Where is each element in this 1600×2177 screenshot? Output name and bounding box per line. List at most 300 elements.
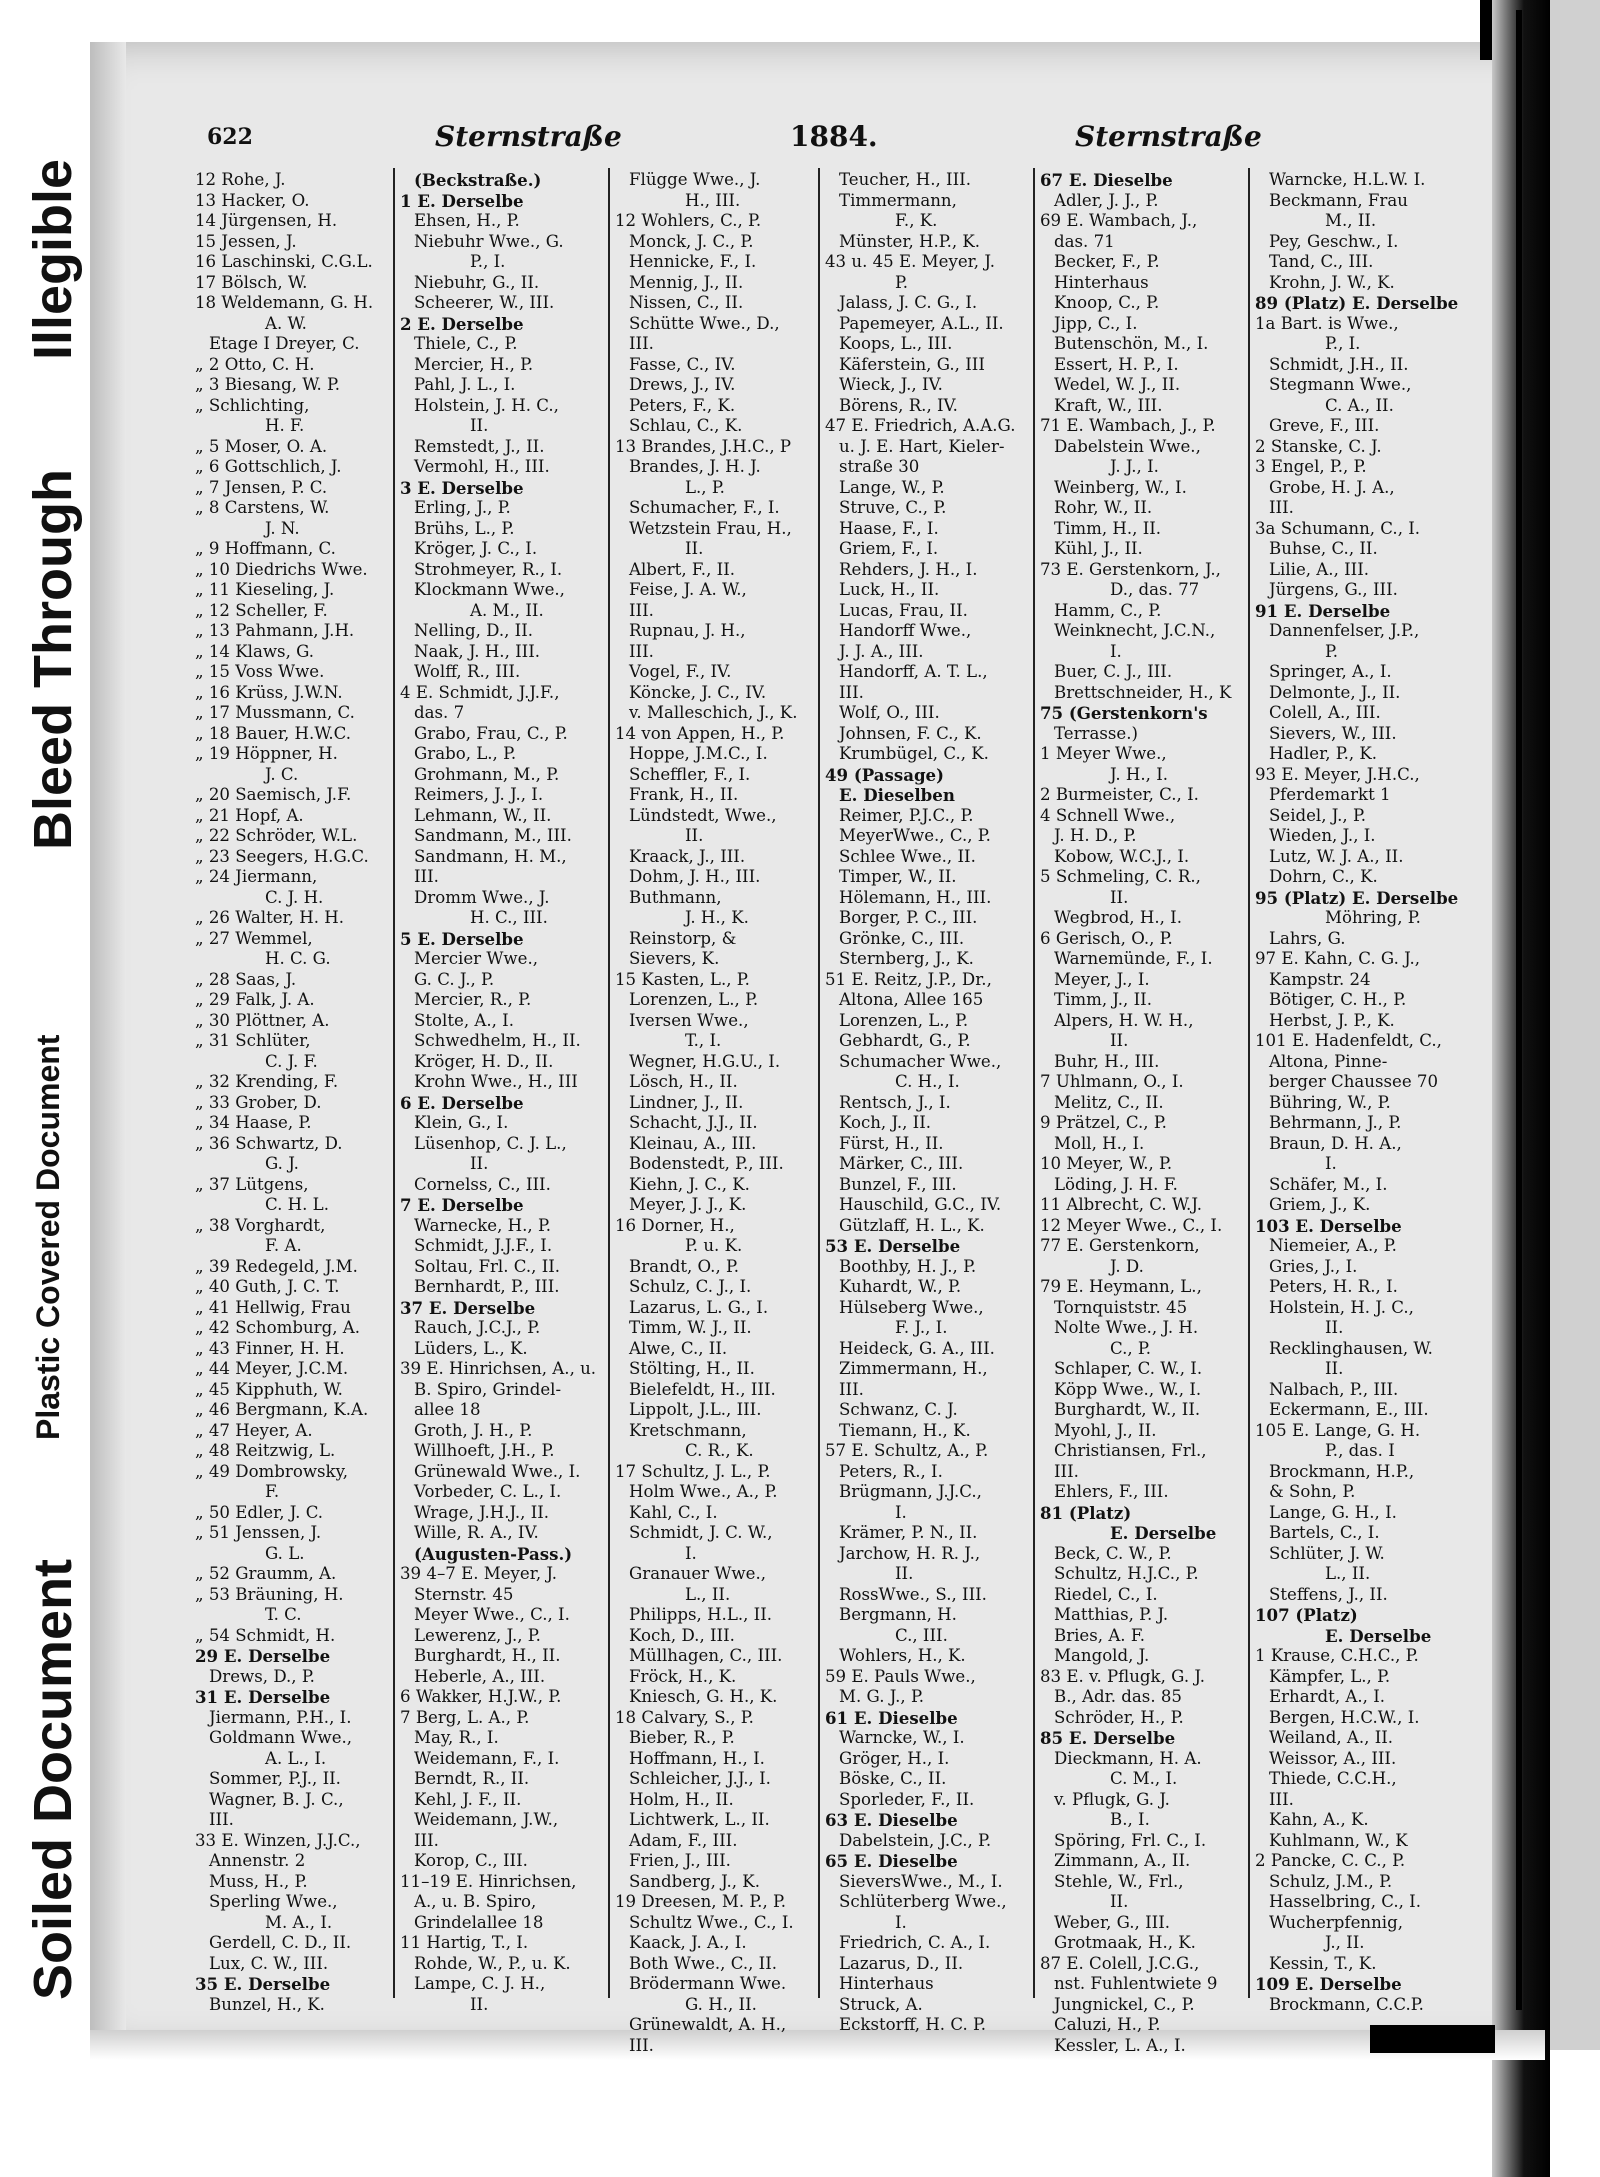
directory-entry: M. G. J., P. xyxy=(839,1687,925,1706)
directory-entry: 97 E. Kahn, C. G. J., xyxy=(1255,949,1421,968)
directory-entry: Brandt, O., P. xyxy=(629,1256,740,1276)
directory-entry: Strohmeyer, R., I. xyxy=(414,559,563,579)
directory-entry: Sternberg, J., K. xyxy=(839,949,974,968)
directory-entry: Kraft, W., III. xyxy=(1054,395,1163,415)
directory-entry: Wedel, W. J., II. xyxy=(1054,375,1181,394)
directory-entry: 33 E. Winzen, J.J.C., xyxy=(195,1830,361,1850)
directory-entry: 95 (Platz) E. Derselbe xyxy=(1255,887,1459,908)
directory-entry: Köncke, J. C., IV. xyxy=(629,682,767,702)
directory-entry: Klockmann Wwe., xyxy=(414,580,565,599)
directory-entry: Sandmann, H. M., xyxy=(414,846,567,866)
directory-entry: C. H., I. xyxy=(895,1072,960,1091)
directory-entry: „ 47 Heyer, A. xyxy=(195,1420,313,1440)
directory-entry: Buhr, H., III. xyxy=(1054,1051,1160,1071)
directory-entry: „ 24 Jiermann, xyxy=(195,867,318,886)
directory-entry: Schlau, C., K. xyxy=(629,416,743,435)
directory-entry: berger Chaussee 70 xyxy=(1269,1072,1439,1091)
directory-entry: „ 20 Saemisch, J.F. xyxy=(195,785,352,804)
directory-entry: I. xyxy=(685,1543,697,1563)
directory-entry: Greve, F., III. xyxy=(1269,416,1380,435)
directory-entry: III. xyxy=(629,641,654,661)
directory-entry: SieversWwe., M., I. xyxy=(839,1871,1003,1891)
directory-entry: 49 (Passage) xyxy=(825,764,944,785)
directory-entry: P., das. I xyxy=(1325,1441,1395,1460)
directory-entry: 105 E. Lange, G. H. xyxy=(1255,1420,1421,1440)
directory-entry: Willhoeft, J.H., P. xyxy=(414,1441,555,1460)
directory-entry: Behrmann, J., P. xyxy=(1269,1113,1402,1132)
directory-entry: 69 E. Wambach, J., xyxy=(1040,211,1198,230)
directory-entry: Timm, W. J., II. xyxy=(629,1318,752,1337)
directory-entry: A. M., II. xyxy=(470,600,544,620)
directory-entry: Jipp, C., I. xyxy=(1054,313,1138,333)
directory-entry: III. xyxy=(414,1830,439,1850)
directory-entry: „ 13 Pahmann, J.H. xyxy=(195,621,355,640)
directory-entry: Lucas, Frau, II. xyxy=(839,600,968,620)
directory-entry: 5 Schmeling, C. R., xyxy=(1040,867,1201,886)
directory-entry: 15 Jessen, J. xyxy=(195,231,297,251)
directory-entry: Pferdemarkt 1 xyxy=(1269,785,1391,804)
directory-entry: Weinknecht, J.C.N., xyxy=(1054,621,1216,640)
directory-entry: 3a Schumann, C., I. xyxy=(1255,518,1421,538)
directory-entry: Mercier Wwe., xyxy=(414,949,538,968)
directory-entry: Kahn, A., K. xyxy=(1269,1810,1369,1829)
directory-entry: Peters, R., I. xyxy=(839,1461,943,1481)
directory-entry: „ Schlichting, xyxy=(195,395,310,415)
directory-entry: 1a Bart. is Wwe., xyxy=(1255,313,1399,333)
directory-entry: „ 6 Gottschlich, J. xyxy=(195,457,342,476)
directory-entry: Niebuhr, G., II. xyxy=(414,272,540,292)
directory-entry: Kämpfer, L., P. xyxy=(1269,1666,1391,1686)
directory-entry: Kuhlmann, W., K xyxy=(1269,1830,1408,1850)
directory-entry: 9 Prätzel, C., P. xyxy=(1040,1113,1167,1132)
directory-entry: Wucherpfennig, xyxy=(1269,1912,1403,1932)
directory-entry: Lux, C. W., III. xyxy=(209,1953,329,1973)
directory-entry: Bunzel, H., K. xyxy=(209,1994,325,2014)
directory-entry: 12 Wohlers, C., P. xyxy=(615,211,762,230)
directory-entry: 67 E. Dieselbe xyxy=(1040,170,1173,190)
directory-entry: H. C., III. xyxy=(470,908,548,927)
directory-entry: 39 E. Hinrichsen, A., u. xyxy=(400,1359,597,1378)
directory-entry: Struve, C., P. xyxy=(839,498,947,517)
directory-entry: C., P. xyxy=(1110,1338,1152,1358)
bleed-through-label: Bleed Through xyxy=(23,469,83,850)
directory-entry: Niemeier, A., P. xyxy=(1269,1236,1397,1255)
directory-entry: Mennig, J., II. xyxy=(629,272,744,292)
directory-entry: Pahl, J. L., I. xyxy=(414,375,516,394)
directory-entry: Adler, J. J., P. xyxy=(1054,190,1159,210)
directory-entry: Sievers, K. xyxy=(629,949,720,968)
directory-entry: Korop, C., III. xyxy=(414,1851,528,1870)
directory-entry: Soltau, Frl. C., II. xyxy=(414,1256,561,1276)
directory-entry: Kleinau, A., III. xyxy=(629,1133,757,1153)
directory-entry: Schlee Wwe., II. xyxy=(839,846,976,866)
directory-entry: Iversen Wwe., xyxy=(629,1010,749,1030)
directory-entry: G. C. J., P. xyxy=(414,969,495,989)
directory-entry: 12 Meyer Wwe., C., I. xyxy=(1040,1215,1223,1235)
directory-entry: L., II. xyxy=(1325,1564,1371,1583)
directory-entry: I. xyxy=(1110,641,1122,661)
directory-entry: Krämer, P. N., II. xyxy=(839,1523,978,1542)
directory-entry: Holm Wwe., A., P. xyxy=(629,1482,778,1501)
directory-entry: Teucher, H., III. xyxy=(839,170,971,189)
directory-entry: H. C. G. xyxy=(265,949,331,968)
directory-entry: Bötiger, C. H., P. xyxy=(1269,990,1407,1009)
directory-entry: Moll, H., I. xyxy=(1054,1133,1145,1153)
directory-entry: Vermohl, H., III. xyxy=(414,457,550,476)
directory-entry: Lorenzen, L., P. xyxy=(839,1010,969,1030)
directory-entry: I. xyxy=(895,1912,907,1932)
directory-entry: Sternstr. 45 xyxy=(414,1584,514,1604)
directory-entry: Kuhardt, W., P. xyxy=(839,1277,962,1296)
directory-entry: J. D. xyxy=(1110,1256,1144,1276)
directory-entry: 12 Rohe, J. xyxy=(195,170,286,189)
directory-column-4 xyxy=(825,170,1030,2034)
directory-entry: Hasselbring, C., I. xyxy=(1269,1892,1422,1911)
directory-entry: 2 E. Derselbe xyxy=(400,313,524,334)
directory-entry: Seidel, J., P. xyxy=(1269,805,1367,825)
directory-entry: F. A. xyxy=(265,1236,302,1255)
directory-entry: 43 u. 45 E. Meyer, J. xyxy=(825,252,995,271)
directory-entry: Sporleder, F., II. xyxy=(839,1789,975,1809)
directory-entry: II. xyxy=(685,539,704,558)
directory-entry: Alpers, H. W. H., xyxy=(1054,1010,1194,1030)
column-divider xyxy=(608,168,610,1998)
directory-entry: Dohm, J. H., III. xyxy=(629,867,761,886)
directory-entry: Stolte, A., I. xyxy=(414,1010,515,1030)
directory-entry: P. xyxy=(1325,641,1339,661)
directory-entry: Klein, G., I. xyxy=(414,1113,509,1132)
directory-entry: II. xyxy=(685,826,704,845)
directory-entry: I. xyxy=(1325,1154,1337,1173)
directory-entry: Zimmann, A., II. xyxy=(1054,1851,1191,1870)
directory-entry: „ 37 Lütgens, xyxy=(195,1174,309,1194)
directory-entry: Nolte Wwe., J. H. xyxy=(1054,1318,1199,1337)
directory-entry: C. M., I. xyxy=(1110,1769,1178,1788)
directory-entry: Wolff, R., III. xyxy=(414,662,521,681)
directory-entry: Warnemünde, F., I. xyxy=(1054,949,1213,968)
directory-entry: „ 9 Hoffmann, C. xyxy=(195,539,336,558)
directory-entry: Altona, Allee 165 xyxy=(839,990,984,1009)
directory-entry: II. xyxy=(1110,887,1129,907)
directory-entry: Naak, J. H., III. xyxy=(414,641,541,661)
directory-entry: Drews, J., IV. xyxy=(629,375,736,394)
directory-entry: Buhse, C., II. xyxy=(1269,539,1378,558)
directory-entry: F. J., I. xyxy=(895,1318,948,1337)
directory-entry: Grotmaak, H., K. xyxy=(1054,1933,1196,1952)
directory-entry: Jürgens, G., III. xyxy=(1269,580,1398,599)
directory-entry: Scheffler, F., I. xyxy=(629,764,751,784)
directory-entry: T. C. xyxy=(265,1605,302,1624)
directory-entry: Fürst, H., II. xyxy=(839,1133,944,1153)
directory-entry: Schröder, H., P. xyxy=(1054,1707,1184,1727)
directory-entry: Lüders, L., K. xyxy=(414,1338,528,1358)
scan-label-sidebar xyxy=(0,0,90,2177)
directory-entry: Hoffmann, H., I. xyxy=(629,1748,765,1768)
directory-entry: das. 71 xyxy=(1054,231,1115,251)
directory-column-6 xyxy=(1255,170,1480,2014)
directory-entry: straße 30 xyxy=(839,457,920,476)
directory-entry: Knoop, C., P. xyxy=(1054,293,1160,312)
directory-entry: Hennicke, F., I. xyxy=(629,252,757,271)
directory-entry: C. A., II. xyxy=(1325,395,1394,415)
directory-entry: Etage I Dreyer, C. xyxy=(209,334,360,353)
directory-entry: Bries, A. F. xyxy=(1054,1625,1146,1645)
directory-entry: Handorff, A. T. L., xyxy=(839,662,988,681)
directory-entry: Feise, J. A. W., xyxy=(629,580,747,599)
directory-entry: Grobe, H. J. A., xyxy=(1269,477,1395,497)
directory-entry: „ 40 Guth, J. C. T. xyxy=(195,1277,340,1296)
directory-entry: Nelling, D., II. xyxy=(414,621,534,640)
directory-entry: „ 17 Mussmann, C. xyxy=(195,703,355,722)
directory-entry: Thiele, C., P. xyxy=(414,334,518,353)
directory-entry: Alwe, C., II. xyxy=(629,1338,728,1358)
directory-entry: Luck, H., II. xyxy=(839,580,940,599)
directory-entry: T., I. xyxy=(685,1031,722,1050)
directory-entry: „ 34 Haase, P. xyxy=(195,1113,312,1132)
directory-entry: Jarchow, H. R. J., xyxy=(839,1543,981,1563)
directory-entry: III. xyxy=(629,2035,654,2055)
directory-entry: Meyer, J., I. xyxy=(1054,969,1150,989)
directory-entry: 85 E. Derselbe xyxy=(1040,1728,1176,1748)
directory-entry: Beckmann, Frau xyxy=(1269,190,1408,210)
directory-entry: Dohrn, C., K. xyxy=(1269,867,1378,886)
directory-entry: 87 E. Colell, J.C.G., xyxy=(1040,1953,1200,1973)
soiled-document-label: Soiled Document xyxy=(23,1558,83,2000)
directory-entry: Adam, F., III. xyxy=(629,1830,738,1850)
directory-entry: Muss, H., P. xyxy=(209,1871,308,1891)
page-number: 622 xyxy=(207,124,253,150)
directory-entry: 31 E. Derselbe xyxy=(195,1687,331,1707)
directory-entry: Bergmann, H. xyxy=(839,1605,957,1624)
directory-entry: Stehle, W., Frl., xyxy=(1054,1871,1184,1891)
illegible-label: Illegible xyxy=(23,158,83,360)
directory-entry: 29 E. Derselbe xyxy=(195,1646,331,1666)
directory-entry: 14 von Appen, H., P. xyxy=(615,723,785,743)
directory-entry: Kessin, T., K. xyxy=(1269,1953,1377,1973)
directory-entry: Mercier, H., P. xyxy=(414,354,534,374)
directory-entry: Buer, C. J., III. xyxy=(1054,662,1173,681)
directory-entry: Burghardt, W., II. xyxy=(1054,1400,1201,1419)
street-title-left: Sternstraße xyxy=(435,120,622,153)
directory-entry: G. J. xyxy=(265,1154,299,1173)
directory-entry: Rupnau, J. H., xyxy=(629,621,746,640)
directory-entry: Brockmann, C.C.P. xyxy=(1269,1994,1424,2014)
directory-entry: 93 E. Meyer, J.H.C., xyxy=(1255,764,1420,784)
directory-entry: Berndt, R., II. xyxy=(414,1769,530,1788)
directory-entry: Dannenfelser, J.P., xyxy=(1269,621,1420,640)
directory-entry: Koch, J., II. xyxy=(839,1113,932,1132)
directory-entry: Grabo, L., P. xyxy=(414,744,517,763)
directory-entry: II. xyxy=(1325,1318,1344,1337)
directory-entry: Altona, Pinne- xyxy=(1269,1051,1388,1071)
directory-entry: „ 2 Otto, C. H. xyxy=(195,354,315,374)
directory-entry: Pey, Geschw., I. xyxy=(1269,231,1399,251)
directory-entry: H., III. xyxy=(685,190,741,210)
directory-entry: Koops, L., III. xyxy=(839,334,953,353)
directory-entry: III. xyxy=(1269,1789,1294,1809)
directory-entry: MeyerWwe., C., P. xyxy=(839,826,991,845)
directory-entry: Kessler, L. A., I. xyxy=(1054,2035,1186,2055)
directory-entry: Colell, A., III. xyxy=(1269,703,1381,722)
directory-entry: Schmidt, J. C. W., xyxy=(629,1523,773,1542)
directory-entry: Weidemann, J.W., xyxy=(414,1810,559,1829)
directory-entry: Erling, J., P. xyxy=(414,498,511,517)
directory-entry: G. L. xyxy=(265,1543,305,1563)
directory-entry: III. xyxy=(839,1379,864,1399)
directory-entry: Boothby, H. J., P. xyxy=(839,1256,977,1276)
directory-entry: 77 E. Gerstenkorn, xyxy=(1040,1236,1200,1255)
directory-entry: Tornquiststr. 45 xyxy=(1054,1297,1188,1317)
directory-entry: Spöring, Frl. C., I. xyxy=(1054,1830,1207,1850)
directory-entry: III. xyxy=(1054,1461,1079,1481)
directory-entry: 35 E. Derselbe xyxy=(195,1974,331,1994)
directory-entry: Kröger, H. D., II. xyxy=(414,1051,554,1071)
directory-entry: Schulz, C. J., I. xyxy=(629,1277,752,1296)
directory-entry: 47 E. Friedrich, A.A.G. xyxy=(825,416,1016,435)
directory-entry: II. xyxy=(470,1994,489,2014)
directory-entry: „ 21 Hopf, A. xyxy=(195,805,304,825)
directory-entry: III. xyxy=(209,1810,234,1829)
directory-entry: 16 Laschinski, C.G.L. xyxy=(195,252,373,271)
directory-entry: Bieber, R., P. xyxy=(629,1728,735,1747)
directory-entry: Terrasse.) xyxy=(1054,723,1138,743)
directory-entry: B. Spiro, Grindel- xyxy=(414,1379,562,1399)
directory-entry: Wetzstein Frau, H., xyxy=(629,518,792,538)
directory-entry: II. xyxy=(1110,1031,1129,1050)
directory-entry: 3 E. Derselbe xyxy=(400,477,524,498)
directory-entry: J. C. xyxy=(265,764,299,784)
directory-entry: Lilie, A., III. xyxy=(1269,559,1370,579)
directory-entry: Peters, F., K. xyxy=(629,395,736,415)
directory-entry: Lichtwerk, L., II. xyxy=(629,1810,770,1829)
directory-entry: Lüsenhop, C. J. L., xyxy=(414,1133,567,1153)
directory-entry: A. W. xyxy=(265,313,307,333)
directory-entry: Holm, H., II. xyxy=(629,1789,734,1809)
directory-entry: Kiehn, J. C., K. xyxy=(629,1174,750,1194)
directory-entry: Flügge Wwe., J. xyxy=(629,170,761,189)
directory-entry: P. xyxy=(895,272,909,292)
directory-entry: Gries, J., I. xyxy=(1269,1256,1358,1276)
directory-entry: 3 Engel, P., P. xyxy=(1255,457,1367,476)
directory-entry: Rehders, J. H., I. xyxy=(839,559,978,579)
directory-entry: „ 8 Carstens, W. xyxy=(195,498,330,517)
directory-entry: Grabo, Frau, C., P. xyxy=(414,723,568,743)
directory-entry: Gerdell, C. D., II. xyxy=(209,1933,352,1952)
directory-entry: 71 E. Wambach, J., P. xyxy=(1040,416,1216,435)
directory-entry: J. J. A., III. xyxy=(839,641,924,661)
directory-entry: Lazarus, D., II. xyxy=(839,1953,964,1973)
directory-page xyxy=(195,120,1495,2055)
directory-entry: Nalbach, P., III. xyxy=(1269,1379,1399,1399)
directory-entry: Rentsch, J., I. xyxy=(839,1092,951,1112)
directory-entry: „ 36 Schwartz, D. xyxy=(195,1133,343,1153)
directory-entry: Weiland, A., II. xyxy=(1269,1728,1394,1747)
directory-entry: Brügmann, J.J.C., xyxy=(839,1482,982,1501)
directory-entry: Griem, F., I. xyxy=(839,539,939,558)
directory-entry: Sperling Wwe., xyxy=(209,1892,338,1911)
directory-entry: J. H. D., P. xyxy=(1054,826,1137,845)
directory-entry: C. R., K. xyxy=(685,1441,754,1460)
directory-entry: „ 29 Falk, J. A. xyxy=(195,990,315,1009)
directory-entry: Groth, J. H., P. xyxy=(414,1420,533,1440)
directory-entry: Schumacher Wwe., xyxy=(839,1051,1002,1071)
directory-entry: „ 38 Vorghardt, xyxy=(195,1215,326,1235)
directory-entry: Wegbrod, H., I. xyxy=(1054,908,1182,927)
directory-column-2 xyxy=(400,170,605,2014)
directory-entry: 11–19 E. Hinrichsen, xyxy=(400,1871,577,1891)
directory-entry: 75 (Gerstenkorn's xyxy=(1040,703,1208,723)
directory-entry: Meyer, J. J., K. xyxy=(629,1195,747,1214)
directory-entry: „ 26 Walter, H. H. xyxy=(195,908,344,927)
directory-entry: Hinterhaus xyxy=(839,1974,934,1993)
directory-entry: 18 Calvary, S., P. xyxy=(615,1707,754,1727)
directory-entry: Brühs, L., P. xyxy=(414,518,515,538)
directory-entry: H. F. xyxy=(265,416,305,435)
directory-entry: Hülseberg Wwe., xyxy=(839,1297,984,1317)
directory-entry: Böske, C., II. xyxy=(839,1769,947,1788)
directory-entry: Butenschön, M., I. xyxy=(1054,334,1209,353)
directory-entry: 10 Meyer, W., P. xyxy=(1040,1154,1173,1173)
directory-entry: Wagner, B. J. C., xyxy=(209,1789,344,1809)
directory-entry: F. xyxy=(265,1482,280,1501)
directory-entry: „ 18 Bauer, H.W.C. xyxy=(195,723,352,743)
directory-column-3 xyxy=(615,170,815,2055)
directory-entry: L., II. xyxy=(685,1584,731,1604)
directory-entry: Schwanz, C. J. xyxy=(839,1400,958,1419)
directory-entry: v. Pflugk, G. J. xyxy=(1054,1789,1170,1809)
column-divider xyxy=(818,168,820,1998)
directory-entry: 57 E. Schultz, A., P. xyxy=(825,1441,989,1460)
directory-entry: „ 51 Jenssen, J. xyxy=(195,1523,322,1542)
directory-entry: Rohde, W., P., u. K. xyxy=(414,1953,571,1973)
directory-entry: 1 Meyer Wwe., xyxy=(1040,744,1167,763)
directory-entry: M. A., I. xyxy=(265,1912,333,1932)
directory-entry: Ehsen, H., P. xyxy=(414,211,520,230)
directory-entry: Friedrich, C. A., I. xyxy=(839,1933,991,1952)
directory-entry: Bodenstedt, P., III. xyxy=(629,1154,784,1173)
directory-entry: „ 44 Meyer, J.C.M. xyxy=(195,1359,349,1378)
directory-entry: Bernhardt, P., III. xyxy=(414,1277,560,1296)
directory-entry: Both Wwe., C., II. xyxy=(629,1953,778,1973)
directory-entry: Schultz, H.J.C., P. xyxy=(1054,1564,1199,1583)
directory-entry: 101 E. Hadenfeldt, C., xyxy=(1255,1031,1442,1050)
directory-entry: 7 E. Derselbe xyxy=(400,1195,524,1215)
directory-entry: M., II. xyxy=(1325,211,1377,230)
directory-entry: „ 11 Kieseling, J. xyxy=(195,580,335,599)
directory-entry: „ 32 Krending, F. xyxy=(195,1072,339,1091)
directory-entry: „ 23 Seegers, H.G.C. xyxy=(195,846,369,866)
directory-entry: A. L., I. xyxy=(265,1748,327,1768)
directory-entry: Sandmann, M., III. xyxy=(414,826,572,845)
directory-entry: v. Malleschich, J., K. xyxy=(629,703,798,722)
directory-entry: Gebhardt, G., P. xyxy=(839,1031,971,1050)
directory-entry: Wieck, J., IV. xyxy=(839,375,943,394)
directory-entry: 6 E. Derselbe xyxy=(400,1092,524,1113)
directory-entry: Bielefeldt, H., III. xyxy=(629,1379,776,1399)
directory-entry: „ 33 Grober, D. xyxy=(195,1092,322,1112)
directory-entry: Grohmann, M., P. xyxy=(414,764,560,784)
directory-entry: Tiemann, H., K. xyxy=(839,1420,971,1440)
directory-entry: Reimers, J. J., I. xyxy=(414,785,544,804)
directory-entry: „ 15 Voss Wwe. xyxy=(195,662,325,681)
page-gutter-shadow xyxy=(1492,0,1550,2177)
directory-entry: Papemeyer, A.L., II. xyxy=(839,313,1004,333)
directory-entry: Wohlers, H., K. xyxy=(839,1646,966,1665)
directory-entry: Krohn, J. W., K. xyxy=(1269,272,1395,292)
directory-entry: Lampe, C. J. H., xyxy=(414,1974,546,1993)
directory-entry: Becker, F., P. xyxy=(1054,252,1160,271)
directory-entry: „ 7 Jensen, P. C. xyxy=(195,477,328,497)
